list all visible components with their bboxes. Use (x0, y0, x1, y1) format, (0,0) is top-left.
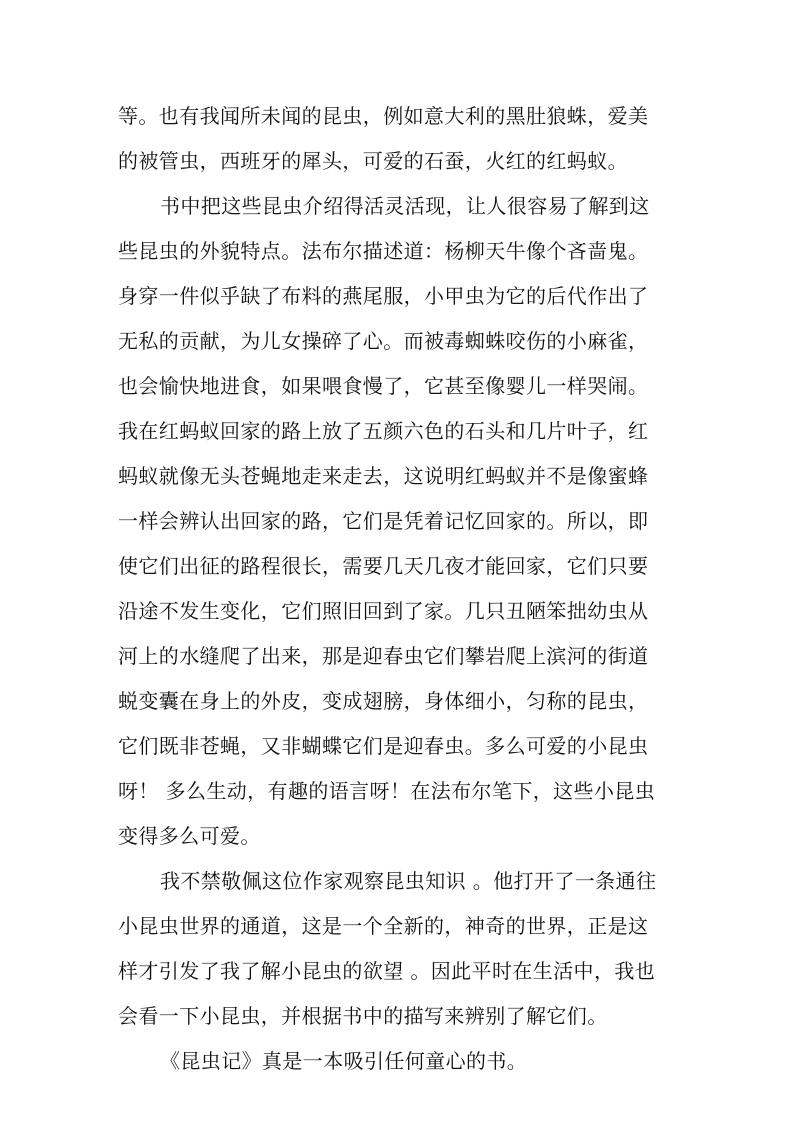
text-line: 一样会辨认出回家的路，它们是凭着记忆回家的。所以，即 (118, 509, 649, 533)
text-line: 等。也有我闻所未闻的昆虫，例如意大利的黑肚狼蛛，爱美 (118, 104, 649, 128)
paragraph-start-line: 书中把这些昆虫介绍得活灵活现，让人很容易了解到这 (160, 194, 650, 218)
text-line: 也会愉快地进食，如果喂食慢了，它甚至像婴儿一样哭闹。 (118, 374, 649, 398)
text-line: 小昆虫世界的通道，这是一个全新的，神奇的世界，正是这 (118, 914, 649, 938)
text-line: 它们既非苍蝇，又非蝴蝶它们是迎春虫。多么可爱的小昆虫 (118, 734, 649, 758)
text-line: 些昆虫的外貌特点。法布尔描述道：杨柳天牛像个吝啬鬼。 (118, 239, 649, 263)
text-line: 会看一下小昆虫，并根据书中的描写来辨别了解它们。 (118, 1004, 608, 1028)
text-line: 呀！ 多么生动，有趣的语言呀！在法布尔笔下，这些小昆虫 (118, 779, 656, 803)
text-line: 沿途不发生变化，它们照旧回到了家。几只丑陋笨拙幼虫从 (118, 599, 649, 623)
text-line: 蚂蚁就像无头苍蝇地走来走去，这说明红蚂蚁并不是像蜜蜂 (118, 464, 649, 488)
text-line: 河上的水缝爬了出来，那是迎春虫它们攀岩爬上滨河的街道 (118, 644, 649, 668)
text-line: 无私的贡献，为儿女操碎了心。而被毒蜘蛛咬伤的小麻雀， (118, 329, 649, 353)
paragraph-start-line: 我不禁敬佩这位作家观察昆虫知识 。他打开了一条通往 (160, 869, 657, 893)
text-line: 的被管虫，西班牙的犀头，可爱的石蚕，火红的红蚂蚁。 (118, 149, 628, 173)
text-line: 变得多么可爱。 (118, 824, 261, 848)
text-line: 样才引发了我了解小昆虫的欲望 。因此平时在生活中，我也 (118, 959, 656, 983)
text-line: 我在红蚂蚁回家的路上放了五颜六色的石头和几片叶子，红 (118, 419, 649, 443)
text-line: 使它们出征的路程很长，需要几天几夜才能回家，它们只要 (118, 554, 649, 578)
paragraph-start-line: 《昆虫记》真是一本吸引任何童心的书。 (160, 1049, 528, 1073)
text-line: 蜕变囊在身上的外皮，变成翅膀，身体细小，匀称的昆虫， (118, 689, 649, 713)
text-line: 身穿一件似乎缺了布料的燕尾服，小甲虫为它的后代作出了 (118, 284, 649, 308)
